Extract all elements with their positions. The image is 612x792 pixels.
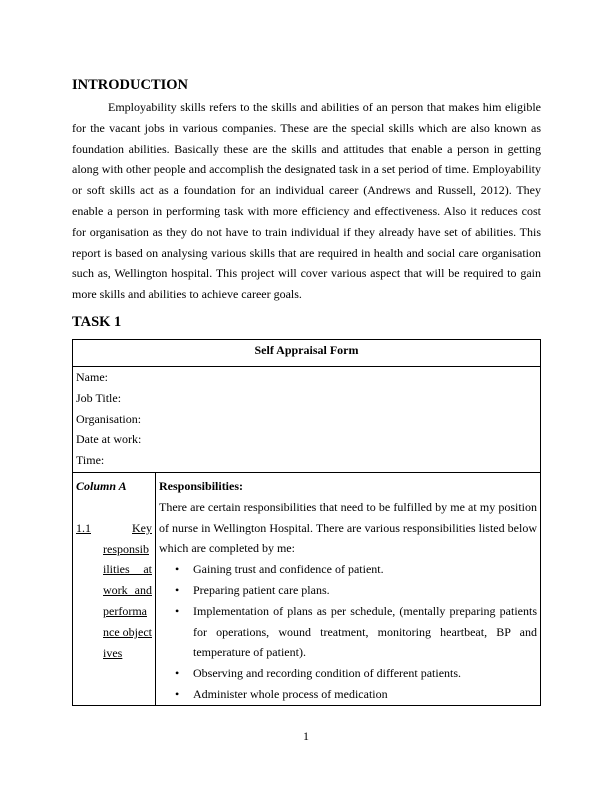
list-item: • Preparing patient care plans.: [159, 580, 537, 601]
column-b: [159, 476, 537, 705]
reference-line: [76, 518, 152, 539]
self-appraisal-form: [72, 339, 541, 706]
form-title: Self Appraisal Form: [73, 340, 540, 367]
list-item: • Administer whole process of medication: [159, 684, 537, 705]
reference-text: responsibilities at work and performance objectives: [103, 541, 152, 660]
responsibilities-text: There are certain responsibilities that need to be fulfilled by me at my position of nurse in Wellington Hospital. There are various responsibilities listed below which are completed by me:: [159, 499, 537, 556]
date-at-work-field-label: Date at work:: [76, 432, 142, 447]
list-item: • Observing and recording condition of different patients.: [159, 663, 537, 684]
time-field-label: Time:: [76, 453, 105, 468]
job-title-field-label: Job Title:: [76, 390, 122, 405]
responsibilities-title: Responsibilities:: [159, 479, 244, 493]
page-number: 1: [303, 729, 309, 743]
list-item: • Gaining trust and confidence of patient.: [159, 559, 537, 580]
reference-number: 1.1: [76, 520, 91, 535]
task-heading: TASK 1: [72, 314, 122, 330]
row-divider: [73, 472, 540, 473]
organisation-field-label: Organisation:: [76, 411, 142, 426]
introduction-heading: INTRODUCTION: [72, 77, 189, 93]
column-a-title: Column A: [76, 479, 127, 493]
name-field-label: Name:: [76, 370, 108, 384]
introduction-paragraph: Employability skills refers to the skills and abilities of an person that makes him eligible for the vacant jobs in various companies. These are the special skills which are also known as foundation abilities. Basically these are the skills and attitudes that enable a person in getting along with other people and accomplish the designated task in a set period of time. Employability or soft skills act as a foundation for an individual career (Andrews and Russell, 2012). They enable a person in performing task with more efficiency and effectiveness. Also it reduces cost for organisation as they do not have to train individual if they already have set of abilities. This report is based on analysing various skills that are required in health and social care organisation such as, Wellington hospital. This project will cover various aspect that will be required to gain more skills and abilities to achieve career goals.: [72, 100, 541, 302]
responsibilities-list: [159, 559, 537, 705]
reference-first-word: Key: [132, 520, 152, 535]
list-item: • Implementation of plans as per schedule, (mentally preparing patients for operations, wound treatment, monitoring heartbeat, BP and temperature of patient).: [159, 601, 537, 663]
column-a: [76, 476, 152, 663]
column-divider: [155, 472, 156, 706]
form-details: [76, 367, 536, 471]
